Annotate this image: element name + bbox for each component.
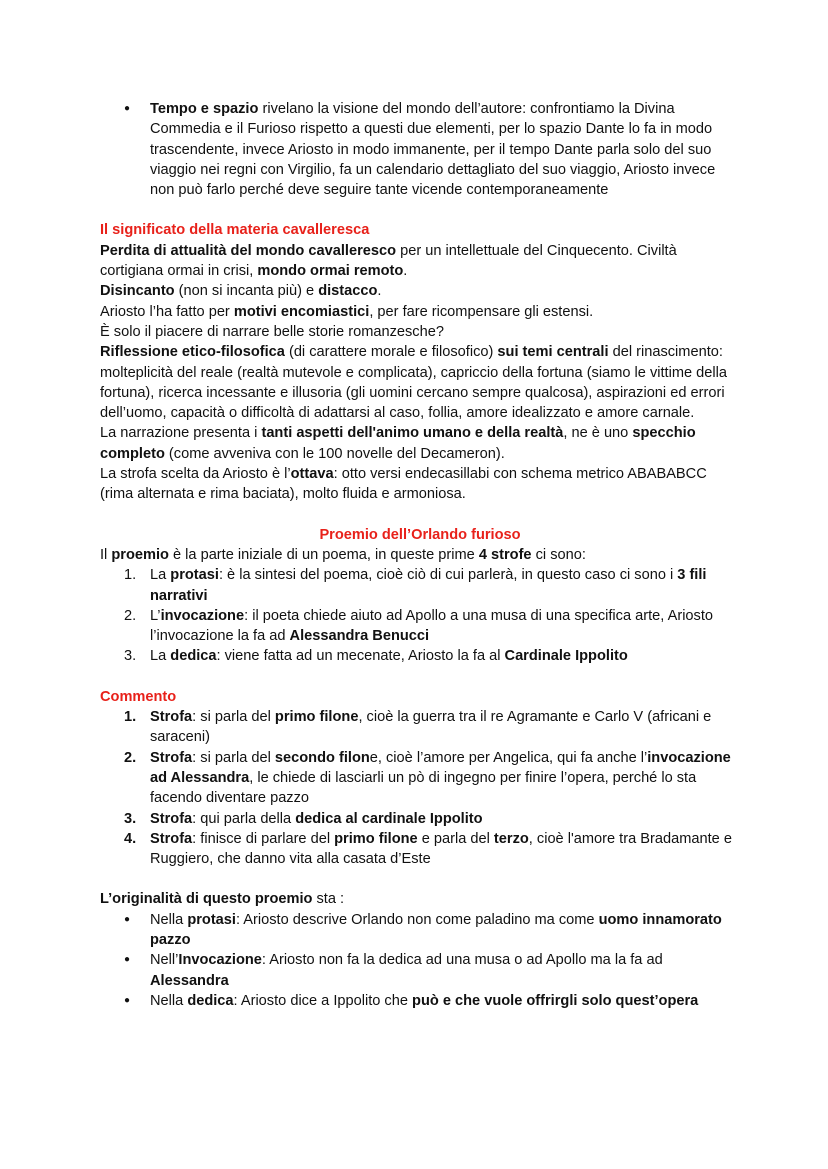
paragraph: Il proemio è la parte iniziale di un poema, in queste prime 4 strofe ci sono: <box>100 546 586 563</box>
list-item: 1. La protasi: è la sintesi del poema, cioè ciò di cui parlerà, in questo caso ci sono i 3 fili narrativi <box>124 567 707 604</box>
originalita-list <box>100 910 740 1011</box>
paragraph: La strofa scelta da Ariosto è l’ottava: otto versi endecasillabi con schema metrico ABABABCC (rima alternata e rima baciata), molto fluida e armoniosa. <box>100 466 707 503</box>
section-heading-commento: Commento <box>100 688 177 705</box>
commento-list <box>100 707 740 869</box>
list-item: ● Nell’Invocazione: Ariosto non fa la dedica ad una musa o ad Apollo ma la fa ad Alessandra <box>100 950 740 991</box>
list-item: 1. Strofa: si parla del primo filone, cioè la guerra tra il re Agramante e Carlo V (africani e saraceni) <box>124 709 712 746</box>
paragraph: Disincanto (non si incanta più) e distacco. <box>100 283 382 300</box>
paragraph: Ariosto l’ha fatto per motivi encomiastici, per fare ricompensare gli estensi. <box>100 303 594 320</box>
paragraph: Riflessione etico-filosofica (di carattere morale e filosofico) sui temi centrali del rinascimento: molteplicità del reale (realtà mutevole e complicata), capriccio della fortuna (siamo le vittime della fortuna), ricerca incessante e illusoria (gli uomini cercano sempre qualcosa), aspirazioni ed errori dell’uomo, capacità o difficoltà di adattarsi al caso, follia, amore idealizzato e amore carnale. <box>100 344 727 422</box>
paragraph: La narrazione presenta i tanti aspetti dell'animo umano e della realtà, ne è uno specchio completo (come avveniva con le 100 novelle del Decameron). <box>100 425 696 462</box>
section-heading-proemio: Proemio dell’Orlando furioso <box>319 526 521 543</box>
list-item: 2. L’invocazione: il poeta chiede aiuto ad Apollo a una musa di una specifica arte, Ariosto l’invocazione la fa ad Alessandra Benucci <box>124 607 714 645</box>
proemio-list <box>100 565 740 666</box>
section-heading-materia: Il significato della materia cavalleresca <box>100 222 370 239</box>
document-page <box>100 99 740 1011</box>
list-item: 4. Strofa: finisce di parlare del primo filone e parla del terzo, cioè l'amore tra Bradamante e Ruggiero, che danno vita alla casata d’Este <box>124 830 732 868</box>
list-item: 3. Strofa: qui parla della dedica al cardinale Ippolito <box>124 810 483 827</box>
paragraph: È solo il piacere di narrare belle storie romanzesche? <box>100 323 444 340</box>
paragraph: Perdita di attualità del mondo cavalleresco per un intellettuale del Cinquecento. Civiltà cortigiana ormai in crisi, mondo ormai remoto. <box>100 242 677 280</box>
intro-list <box>100 99 740 200</box>
list-item: ● Nella dedica: Ariosto dice a Ippolito che può e che vuole offrirgli solo quest’opera <box>100 991 740 1011</box>
list-item: ● Nella protasi: Ariosto descrive Orlando non come paladino ma come uomo innamorato pazzo <box>100 910 740 951</box>
list-item: 3. La dedica: viene fatta ad un mecenate, Ariosto la fa al Cardinale Ippolito <box>124 648 628 665</box>
list-item-tempo-spazio: ● Tempo e spazio rivelano la visione del mondo dell’autore: confrontiamo la Divina Commedia e il Furioso rispetto a questi due elementi, per lo spazio Dante lo fa in modo trascendente, invece Ariosto in modo immanente, per il tempo Dante parla solo del suo viaggio nei regni con Virgilio, fa un calendario dettagliato del suo viaggio, Ariosto invece non può farlo perché deve seguire tante vicende contemporaneamente <box>100 99 740 200</box>
paragraph: L’originalità di questo proemio sta : <box>100 891 345 908</box>
list-item: 2. Strofa: si parla del secondo filone, cioè l’amore per Angelica, qui fa anche l’invocazione ad Alessandra, le chiede di lasciarli un pò di ingegno per finire l’opera, perché lo sta facendo diventare pazzo <box>124 749 731 807</box>
